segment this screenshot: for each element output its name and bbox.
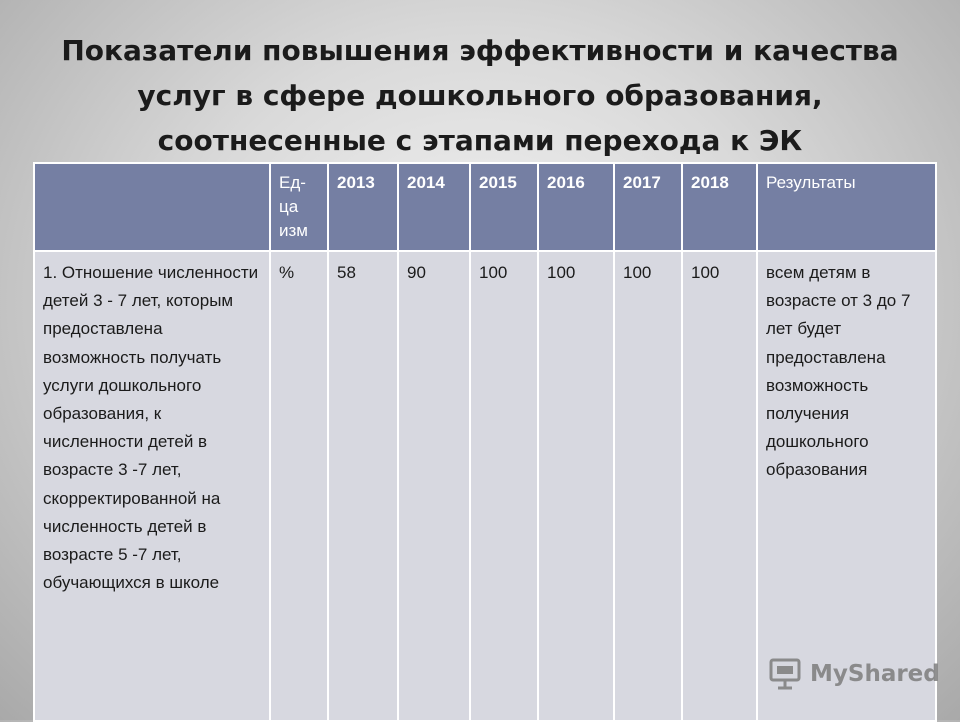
cell-value-2013: 58 bbox=[328, 251, 398, 721]
cell-result: всем детям в возрасте от 3 до 7 лет будет предоставлена возможность получения дошкольного образования bbox=[757, 251, 936, 721]
cell-value-2014: 90 bbox=[398, 251, 470, 721]
title-line-2: услуг в сфере дошкольного образования, bbox=[137, 79, 823, 112]
cell-value-2015: 100 bbox=[470, 251, 538, 721]
cell-value-2016: 100 bbox=[538, 251, 614, 721]
indicators-table bbox=[33, 162, 937, 722]
header-results: Результаты bbox=[757, 163, 936, 251]
header-indicator bbox=[34, 163, 270, 251]
header-year-2013: 2013 bbox=[328, 163, 398, 251]
title-line-1: Показатели повышения эффективности и качества bbox=[61, 34, 899, 67]
presentation-board-icon bbox=[768, 657, 802, 691]
header-unit: Ед-ца изм bbox=[270, 163, 328, 251]
header-year-2017: 2017 bbox=[614, 163, 682, 251]
header-year-2016: 2016 bbox=[538, 163, 614, 251]
watermark bbox=[768, 656, 940, 692]
slide-title bbox=[40, 28, 920, 163]
table-row bbox=[34, 251, 936, 721]
cell-indicator: 1. Отношение численности детей 3 - 7 лет, которым предоставлена возможность получать услуги дошкольного образования, к численности детей в возрасте 3 -7 лет, скорректированной на численность детей в возрасте 5 -7 лет, обучающихся в школе bbox=[34, 251, 270, 721]
watermark-text: MyShared bbox=[810, 661, 940, 687]
header-year-2018: 2018 bbox=[682, 163, 757, 251]
table-header-row bbox=[34, 163, 936, 251]
title-line-3: соотнесенные с этапами перехода к ЭК bbox=[157, 124, 803, 157]
cell-value-2017: 100 bbox=[614, 251, 682, 721]
cell-unit: % bbox=[270, 251, 328, 721]
cell-value-2018: 100 bbox=[682, 251, 757, 721]
header-year-2014: 2014 bbox=[398, 163, 470, 251]
header-year-2015: 2015 bbox=[470, 163, 538, 251]
